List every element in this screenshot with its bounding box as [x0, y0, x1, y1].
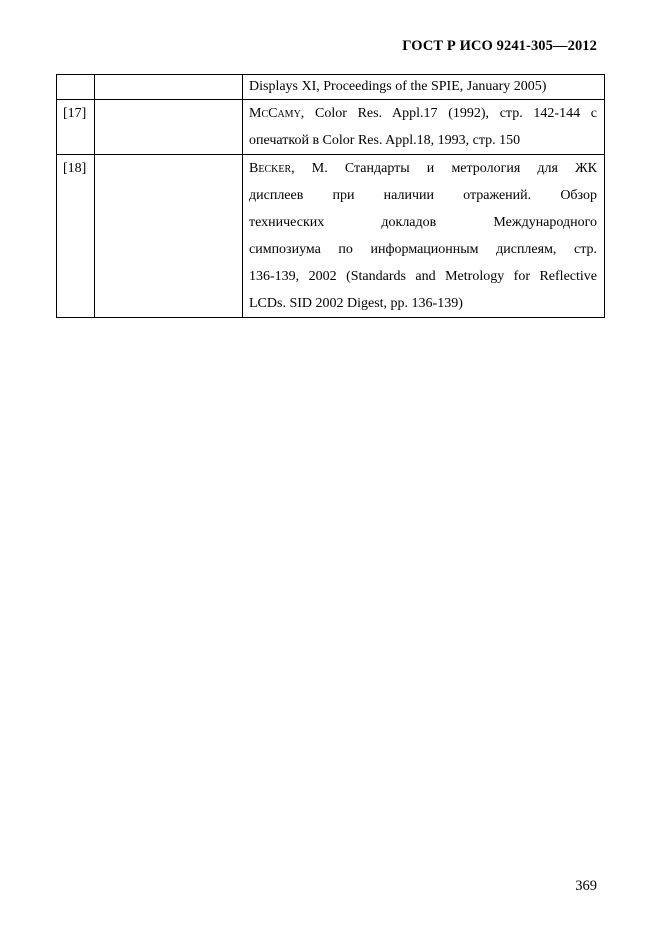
document-header: ГОСТ Р ИСО 9241-305—2012: [402, 38, 597, 54]
reference-blank-cell: [95, 100, 243, 155]
references-table: [56, 74, 605, 318]
reference-text: [243, 75, 605, 100]
reference-author: McCamy: [249, 106, 301, 121]
table-row: [57, 100, 605, 155]
reference-number: [18]: [57, 155, 95, 318]
reference-line: [249, 100, 597, 127]
reference-line: опечаткой в Color Res. Appl.18, 1993, стр. 150: [249, 133, 521, 148]
reference-line: технических докладов Международного: [249, 215, 597, 230]
reference-blank-cell: [95, 75, 243, 100]
reference-line-text: , M. Стандарты и метрология для ЖК: [291, 161, 597, 176]
reference-text: [243, 100, 605, 155]
reference-line-text: , Color Res. Appl.17 (1992), стр. 142-144 с: [300, 106, 597, 121]
reference-line: симпозиума по информационным дисплеям, стр.: [249, 242, 597, 257]
reference-line: дисплеев при наличии отражений. Обзор: [249, 188, 597, 203]
reference-line: Displays XI, Proceedings of the SPIE, January 2005): [249, 79, 547, 94]
reference-blank-cell: [95, 155, 243, 318]
table-row: [57, 155, 605, 318]
reference-number: [57, 75, 95, 100]
page-number: 369: [575, 878, 597, 894]
table-row: [57, 75, 605, 100]
reference-line: 136-139, 2002 (Standards and Metrology for Reflective: [249, 269, 597, 284]
reference-line: [249, 155, 597, 182]
reference-author: Becker: [249, 161, 292, 176]
reference-number: [17]: [57, 100, 95, 155]
reference-text: [243, 155, 605, 318]
reference-line: LCDs. SID 2002 Digest, pp. 136-139): [249, 296, 463, 311]
